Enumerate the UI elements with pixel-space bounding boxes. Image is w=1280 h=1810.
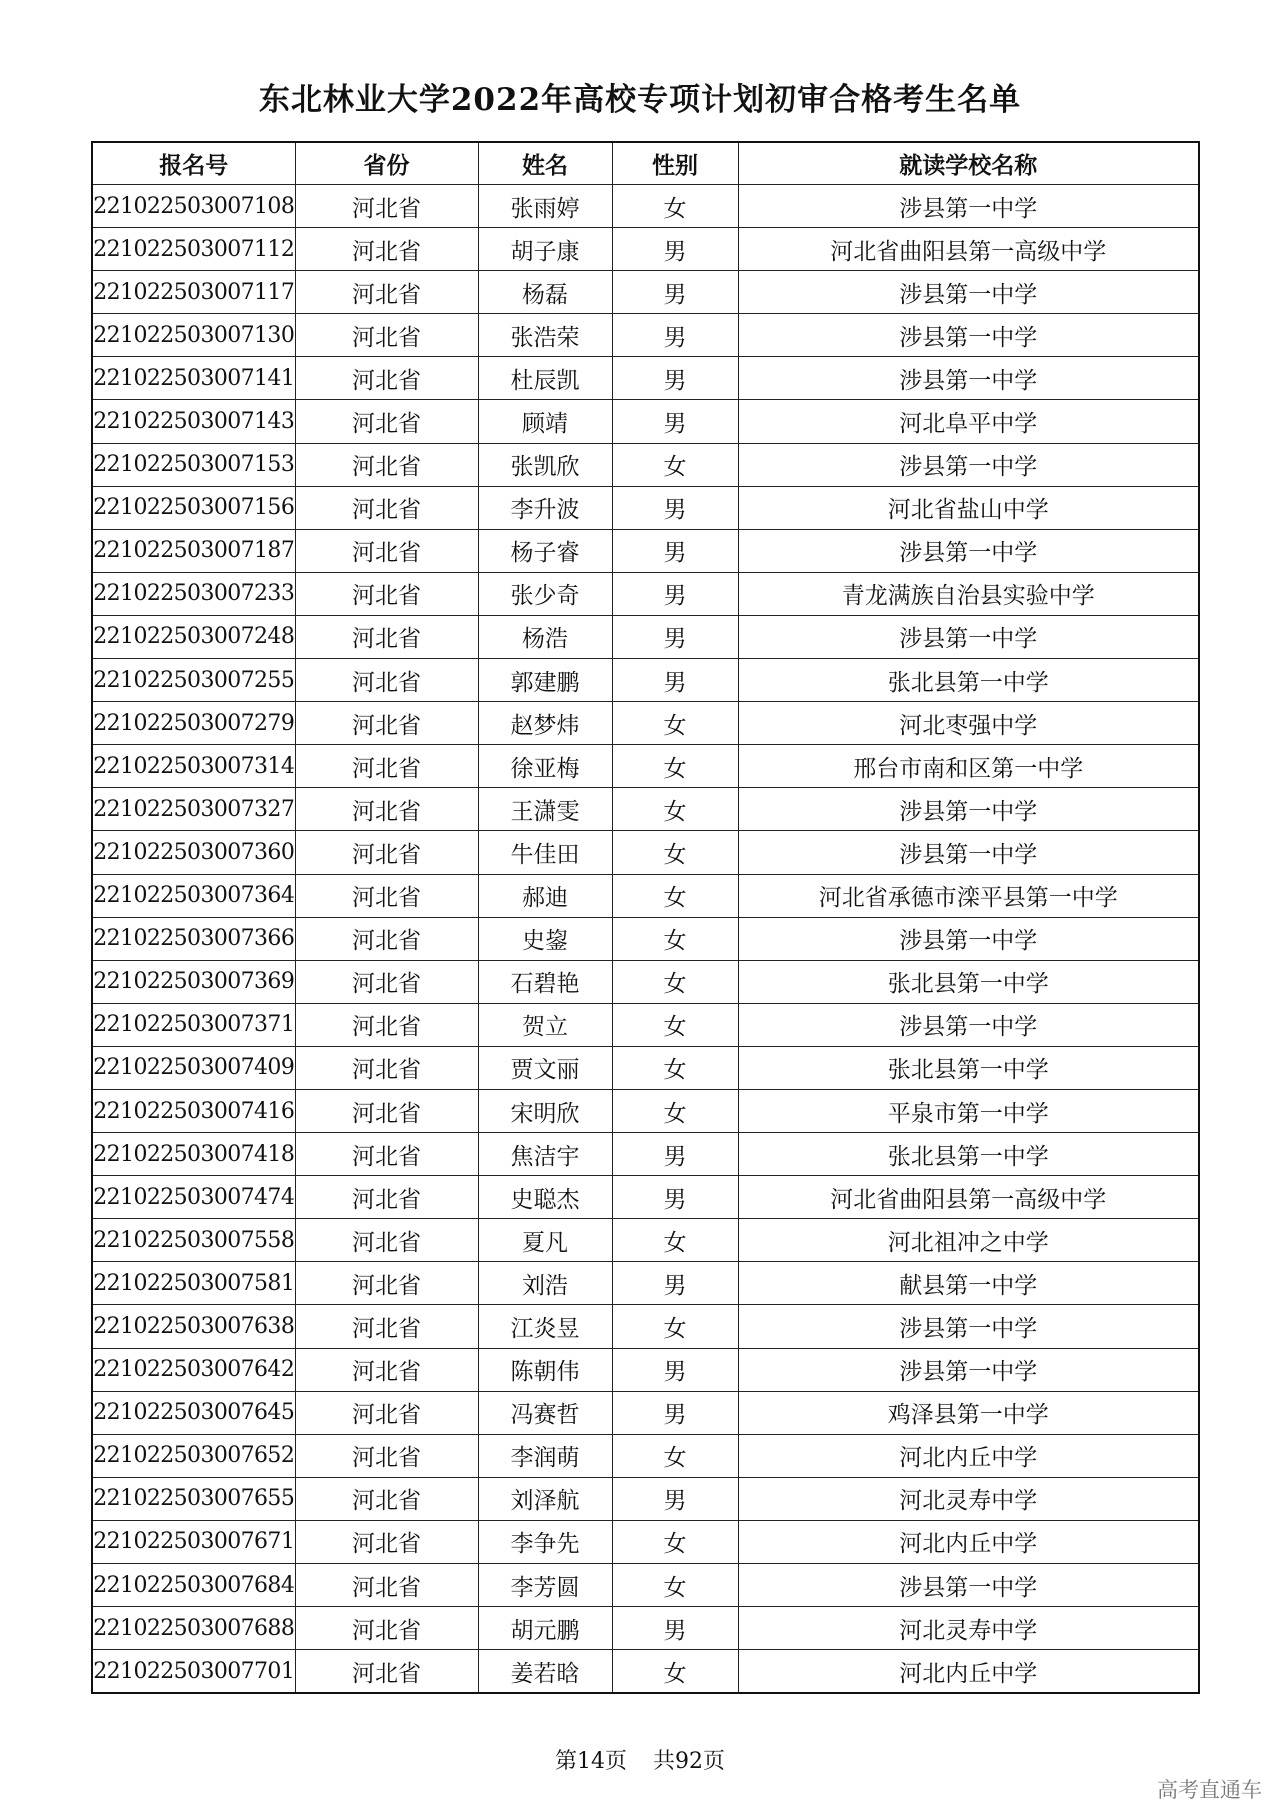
table-row <box>92 1607 1199 1650</box>
province-cell: 河北省 <box>295 185 478 228</box>
school-cell: 涉县第一中学 <box>738 443 1199 486</box>
province-cell: 河北省 <box>295 874 478 917</box>
table-row <box>92 1003 1199 1046</box>
table-row <box>92 1434 1199 1477</box>
school-cell: 涉县第一中学 <box>738 1564 1199 1607</box>
school-cell: 邢台市南和区第一中学 <box>738 745 1199 788</box>
name-cell: 史鋆 <box>478 917 612 960</box>
name-cell: 李润萌 <box>478 1434 612 1477</box>
school-cell: 河北枣强中学 <box>738 702 1199 745</box>
gender-cell: 女 <box>612 1089 738 1132</box>
name-cell: 郝迪 <box>478 874 612 917</box>
name-cell: 夏凡 <box>478 1219 612 1262</box>
gender-cell: 女 <box>612 874 738 917</box>
table-row <box>92 1391 1199 1434</box>
province-cell: 河北省 <box>295 1133 478 1176</box>
gender-cell: 男 <box>612 572 738 615</box>
table-row <box>92 1564 1199 1607</box>
name-cell: 李争先 <box>478 1520 612 1563</box>
document-title: 东北林业大学2022年高校专项计划初审合格考生名单 <box>258 82 1022 118</box>
name-cell: 杨子睿 <box>478 529 612 572</box>
school-cell: 河北灵寿中学 <box>738 1477 1199 1520</box>
registration-number-cell: 221022503007645 <box>92 1391 295 1434</box>
table-row <box>92 443 1199 486</box>
school-cell: 平泉市第一中学 <box>738 1089 1199 1132</box>
province-cell: 河北省 <box>295 1391 478 1434</box>
table-row <box>92 917 1199 960</box>
page-footer <box>0 1744 1280 1775</box>
table-row <box>92 185 1199 228</box>
table-row <box>92 228 1199 271</box>
name-cell: 冯赛哲 <box>478 1391 612 1434</box>
table-row <box>92 1176 1199 1219</box>
table-row <box>92 486 1199 529</box>
table-row <box>92 1477 1199 1520</box>
registration-number-cell: 221022503007143 <box>92 400 295 443</box>
registration-number-cell: 221022503007248 <box>92 615 295 658</box>
name-cell: 贺立 <box>478 1003 612 1046</box>
province-cell: 河北省 <box>295 271 478 314</box>
registration-number-cell: 221022503007558 <box>92 1219 295 1262</box>
registration-number-cell: 221022503007117 <box>92 271 295 314</box>
table-row <box>92 271 1199 314</box>
gender-cell: 女 <box>612 185 738 228</box>
province-cell: 河北省 <box>295 917 478 960</box>
gender-cell: 男 <box>612 615 738 658</box>
province-cell: 河北省 <box>295 1477 478 1520</box>
table-header-row <box>92 142 1199 185</box>
registration-number-cell: 221022503007327 <box>92 788 295 831</box>
registration-number-cell: 221022503007130 <box>92 314 295 357</box>
name-cell: 顾靖 <box>478 400 612 443</box>
registration-number-cell: 221022503007360 <box>92 831 295 874</box>
registration-number-cell: 221022503007671 <box>92 1520 295 1563</box>
registration-number-cell: 221022503007112 <box>92 228 295 271</box>
province-cell: 河北省 <box>295 1650 478 1694</box>
school-cell: 涉县第一中学 <box>738 314 1199 357</box>
table-row <box>92 572 1199 615</box>
province-cell: 河北省 <box>295 659 478 702</box>
school-cell: 河北内丘中学 <box>738 1650 1199 1694</box>
registration-number-cell: 221022503007474 <box>92 1176 295 1219</box>
school-cell: 河北省曲阳县第一高级中学 <box>738 228 1199 271</box>
gender-cell: 女 <box>612 1650 738 1694</box>
name-cell: 张凯欣 <box>478 443 612 486</box>
table-row <box>92 702 1199 745</box>
gender-cell: 女 <box>612 745 738 788</box>
table-row <box>92 1133 1199 1176</box>
registration-number-cell: 221022503007141 <box>92 357 295 400</box>
gender-cell: 女 <box>612 702 738 745</box>
table-row <box>92 1650 1199 1694</box>
school-cell: 涉县第一中学 <box>738 185 1199 228</box>
school-cell: 张北县第一中学 <box>738 659 1199 702</box>
registration-number-cell: 221022503007279 <box>92 702 295 745</box>
gender-cell: 女 <box>612 831 738 874</box>
name-cell: 徐亚梅 <box>478 745 612 788</box>
province-cell: 河北省 <box>295 1089 478 1132</box>
registration-number-cell: 221022503007642 <box>92 1348 295 1391</box>
table-row <box>92 529 1199 572</box>
name-cell: 王潇雯 <box>478 788 612 831</box>
registration-number-cell: 221022503007153 <box>92 443 295 486</box>
province-cell: 河北省 <box>295 745 478 788</box>
school-cell: 涉县第一中学 <box>738 529 1199 572</box>
name-cell: 张少奇 <box>478 572 612 615</box>
gender-cell: 男 <box>612 314 738 357</box>
school-cell: 河北内丘中学 <box>738 1520 1199 1563</box>
name-cell: 李芳圆 <box>478 1564 612 1607</box>
table-row <box>92 1520 1199 1563</box>
school-cell: 青龙满族自治县实验中学 <box>738 572 1199 615</box>
name-cell: 江炎昱 <box>478 1305 612 1348</box>
registration-number-cell: 221022503007701 <box>92 1650 295 1694</box>
table-row <box>92 831 1199 874</box>
school-cell: 涉县第一中学 <box>738 615 1199 658</box>
name-cell: 赵梦炜 <box>478 702 612 745</box>
name-cell: 胡元鹏 <box>478 1607 612 1650</box>
gender-cell: 女 <box>612 443 738 486</box>
school-cell: 涉县第一中学 <box>738 357 1199 400</box>
name-cell: 陈朝伟 <box>478 1348 612 1391</box>
registration-number-cell: 221022503007371 <box>92 1003 295 1046</box>
table-row <box>92 615 1199 658</box>
watermark: 高考直通车 <box>1157 1778 1262 1802</box>
gender-cell: 男 <box>612 486 738 529</box>
gender-cell: 女 <box>612 1219 738 1262</box>
name-cell: 杜辰凯 <box>478 357 612 400</box>
school-cell: 涉县第一中学 <box>738 271 1199 314</box>
province-cell: 河北省 <box>295 1219 478 1262</box>
registration-number-cell: 221022503007638 <box>92 1305 295 1348</box>
table-row <box>92 314 1199 357</box>
header-gender: 性别 <box>612 142 738 185</box>
school-cell: 河北内丘中学 <box>738 1434 1199 1477</box>
province-cell: 河北省 <box>295 529 478 572</box>
school-cell: 河北省承德市滦平县第一中学 <box>738 874 1199 917</box>
school-cell: 河北省盐山中学 <box>738 486 1199 529</box>
province-cell: 河北省 <box>295 572 478 615</box>
registration-number-cell: 221022503007255 <box>92 659 295 702</box>
gender-cell: 女 <box>612 1046 738 1089</box>
school-cell: 张北县第一中学 <box>738 1133 1199 1176</box>
registration-number-cell: 221022503007416 <box>92 1089 295 1132</box>
table-row <box>92 659 1199 702</box>
province-cell: 河北省 <box>295 1520 478 1563</box>
table-row <box>92 1348 1199 1391</box>
province-cell: 河北省 <box>295 1434 478 1477</box>
registration-number-cell: 221022503007366 <box>92 917 295 960</box>
name-cell: 李升波 <box>478 486 612 529</box>
school-cell: 河北阜平中学 <box>738 400 1199 443</box>
page-total: 共92页 <box>653 1749 725 1774</box>
table-row <box>92 1046 1199 1089</box>
table-row <box>92 960 1199 1003</box>
gender-cell: 男 <box>612 1262 738 1305</box>
province-cell: 河北省 <box>295 702 478 745</box>
registration-number-cell: 22102250300​7108 <box>92 185 295 228</box>
registration-number-cell: 221022503007418 <box>92 1133 295 1176</box>
name-cell: 张雨婷 <box>478 185 612 228</box>
table-row <box>92 1262 1199 1305</box>
province-cell: 河北省 <box>295 443 478 486</box>
school-cell: 河北灵寿中学 <box>738 1607 1199 1650</box>
registration-number-cell: 221022503007684 <box>92 1564 295 1607</box>
table-row <box>92 1305 1199 1348</box>
gender-cell: 女 <box>612 1564 738 1607</box>
school-cell: 鸡泽县第一中学 <box>738 1391 1199 1434</box>
candidate-table <box>91 141 1200 1694</box>
school-cell: 涉县第一中学 <box>738 1348 1199 1391</box>
province-cell: 河北省 <box>295 960 478 1003</box>
gender-cell: 女 <box>612 1434 738 1477</box>
gender-cell: 女 <box>612 788 738 831</box>
province-cell: 河北省 <box>295 1176 478 1219</box>
registration-number-cell: 221022503007581 <box>92 1262 295 1305</box>
gender-cell: 男 <box>612 271 738 314</box>
name-cell: 张浩荣 <box>478 314 612 357</box>
gender-cell: 男 <box>612 1133 738 1176</box>
school-cell: 涉县第一中学 <box>738 1305 1199 1348</box>
school-cell: 涉县第一中学 <box>738 831 1199 874</box>
gender-cell: 女 <box>612 1305 738 1348</box>
registration-number-cell: 221022503007652 <box>92 1434 295 1477</box>
province-cell: 河北省 <box>295 831 478 874</box>
gender-cell: 男 <box>612 1176 738 1219</box>
registration-number-cell: 221022503007364 <box>92 874 295 917</box>
gender-cell: 女 <box>612 1520 738 1563</box>
province-cell: 河北省 <box>295 400 478 443</box>
name-cell: 郭建鹏 <box>478 659 612 702</box>
gender-cell: 男 <box>612 659 738 702</box>
registration-number-cell: 221022503007688 <box>92 1607 295 1650</box>
gender-cell: 男 <box>612 1477 738 1520</box>
registration-number-cell: 221022503007369 <box>92 960 295 1003</box>
province-cell: 河北省 <box>295 486 478 529</box>
name-cell: 石碧艳 <box>478 960 612 1003</box>
province-cell: 河北省 <box>295 1046 478 1089</box>
table-body <box>92 185 1199 1694</box>
name-cell: 宋明欣 <box>478 1089 612 1132</box>
registration-number-cell: 221022503007156 <box>92 486 295 529</box>
gender-cell: 男 <box>612 400 738 443</box>
table-row <box>92 400 1199 443</box>
school-cell: 张北县第一中学 <box>738 1046 1199 1089</box>
name-cell: 胡子康 <box>478 228 612 271</box>
header-province: 省份 <box>295 142 478 185</box>
header-registration-number: 报名号 <box>92 142 295 185</box>
province-cell: 河北省 <box>295 1348 478 1391</box>
name-cell: 牛佳田 <box>478 831 612 874</box>
header-name: 姓名 <box>478 142 612 185</box>
table-row <box>92 788 1199 831</box>
name-cell: 焦洁宇 <box>478 1133 612 1176</box>
province-cell: 河北省 <box>295 1305 478 1348</box>
page-number: 第14页 <box>555 1749 627 1774</box>
gender-cell: 男 <box>612 1391 738 1434</box>
registration-number-cell: 221022503007409 <box>92 1046 295 1089</box>
name-cell: 姜若晗 <box>478 1650 612 1694</box>
table-row <box>92 1089 1199 1132</box>
name-cell: 杨磊 <box>478 271 612 314</box>
name-cell: 刘浩 <box>478 1262 612 1305</box>
name-cell: 杨浩 <box>478 615 612 658</box>
gender-cell: 男 <box>612 357 738 400</box>
gender-cell: 女 <box>612 960 738 1003</box>
school-cell: 涉县第一中学 <box>738 1003 1199 1046</box>
table-row <box>92 357 1199 400</box>
gender-cell: 男 <box>612 1607 738 1650</box>
province-cell: 河北省 <box>295 1564 478 1607</box>
school-cell: 献县第一中学 <box>738 1262 1199 1305</box>
province-cell: 河北省 <box>295 1607 478 1650</box>
name-cell: 史聪杰 <box>478 1176 612 1219</box>
table-row <box>92 745 1199 788</box>
school-cell: 涉县第一中学 <box>738 788 1199 831</box>
province-cell: 河北省 <box>295 228 478 271</box>
gender-cell: 女 <box>612 1003 738 1046</box>
table-row <box>92 874 1199 917</box>
gender-cell: 男 <box>612 529 738 572</box>
school-cell: 河北祖冲之中学 <box>738 1219 1199 1262</box>
gender-cell: 男 <box>612 228 738 271</box>
registration-number-cell: 221022503007655 <box>92 1477 295 1520</box>
school-cell: 张北县第一中学 <box>738 960 1199 1003</box>
gender-cell: 男 <box>612 1348 738 1391</box>
school-cell: 河北省曲阳县第一高级中学 <box>738 1176 1199 1219</box>
province-cell: 河北省 <box>295 314 478 357</box>
province-cell: 河北省 <box>295 357 478 400</box>
table-row <box>92 1219 1199 1262</box>
gender-cell: 女 <box>612 917 738 960</box>
province-cell: 河北省 <box>295 788 478 831</box>
name-cell: 刘泽航 <box>478 1477 612 1520</box>
school-cell: 涉县第一中学 <box>738 917 1199 960</box>
header-school: 就读学校名称 <box>738 142 1199 185</box>
registration-number-cell: 221022503007187 <box>92 529 295 572</box>
province-cell: 河北省 <box>295 1003 478 1046</box>
registration-number-cell: 221022503007314 <box>92 745 295 788</box>
province-cell: 河北省 <box>295 1262 478 1305</box>
registration-number-cell: 221022503007233 <box>92 572 295 615</box>
name-cell: 贾文丽 <box>478 1046 612 1089</box>
province-cell: 河北省 <box>295 615 478 658</box>
